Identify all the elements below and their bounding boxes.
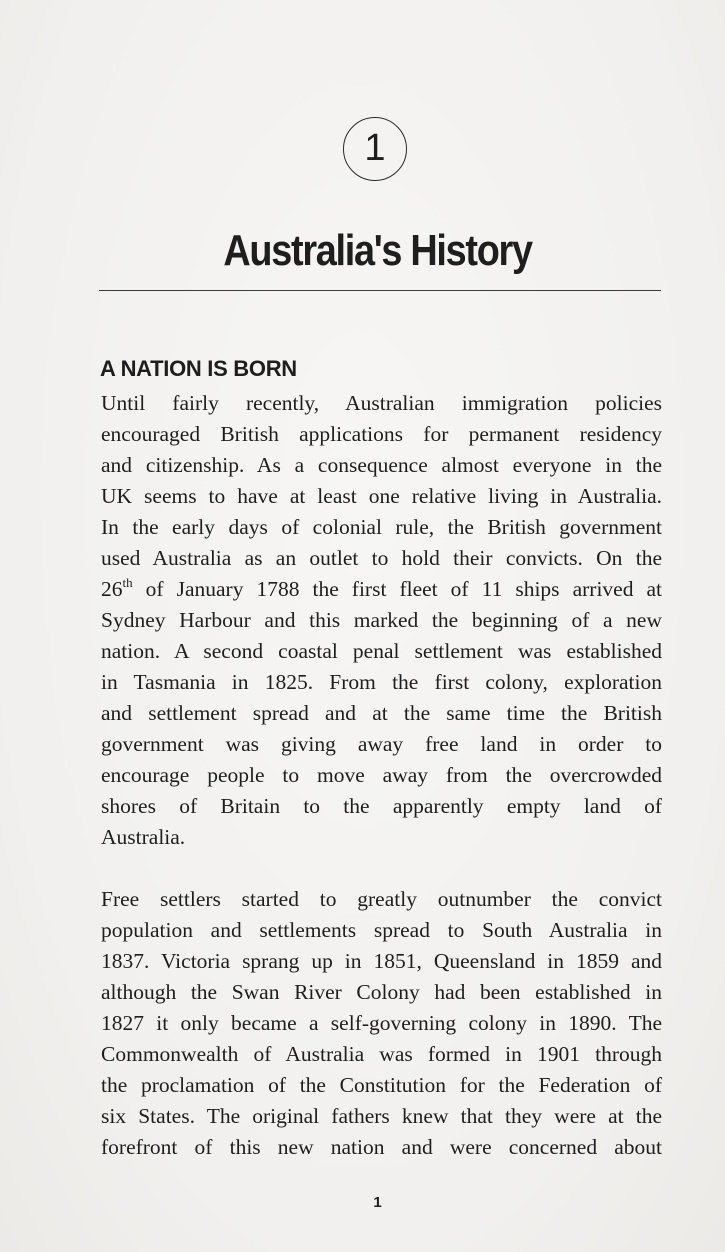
text-line: Australia. [101, 825, 186, 849]
title-divider [99, 290, 661, 291]
text-line: shores of Britain to the apparently empty land of [101, 794, 662, 818]
page-number: 1 [373, 1194, 382, 1211]
text-line: six States. The original fathers knew that they were at the [101, 1104, 662, 1128]
text-line: government was giving away free land in order to [101, 732, 662, 756]
text-line-with-date [101, 574, 662, 605]
date-day: 26 [101, 577, 123, 601]
text-line: 1837. Victoria sprang up in 1851, Queensland in 1859 and [101, 949, 662, 973]
text-line: although the Swan River Colony had been established in [101, 980, 662, 1004]
chapter-number: 1 [364, 127, 386, 169]
text-line: In the early days of colonial rule, the British government [101, 515, 662, 539]
paragraph-1 [101, 388, 662, 853]
text-line: encourage people to move away from the overcrowded [101, 763, 662, 787]
text-line: population and settlements spread to South Australia in [101, 918, 662, 942]
text-line: Free settlers started to greatly outnumber the convict [101, 887, 662, 911]
text-line: and settlement spread and at the same time the British [101, 701, 662, 725]
paragraph-2 [101, 884, 662, 1163]
text-line: forefront of this new nation and were concerned about [101, 1135, 662, 1159]
text-line: Until fairly recently, Australian immigration policies [101, 391, 662, 415]
text-line: in Tasmania in 1825. From the first colony, exploration [101, 670, 662, 694]
text-line: 1827 it only became a self-governing colony in 1890. The [101, 1011, 662, 1035]
date-line-text: of January 1788 the first fleet of 11 ships arrived at [145, 577, 663, 601]
date-ordinal-suffix: th [122, 575, 133, 590]
chapter-number-badge [343, 117, 407, 181]
text-line: Sydney Harbour and this marked the beginning of a new [101, 608, 662, 632]
text-line: Commonwealth of Australia was formed in 1901 through [101, 1042, 662, 1066]
section-heading: A NATION IS BORN [100, 356, 297, 381]
text-line: nation. A second coastal penal settlement was established [101, 639, 662, 663]
text-line: and citizenship. As a consequence almost everyone in the [101, 453, 662, 477]
text-line: UK seems to have at least one relative living in Australia. [101, 484, 662, 508]
text-line: encouraged British applications for permanent residency [101, 422, 662, 446]
text-line: used Australia as an outlet to hold their convicts. On the [101, 546, 662, 570]
chapter-title: Australia's History [223, 226, 532, 275]
text-line: the proclamation of the Constitution for the Federation of [101, 1073, 662, 1097]
